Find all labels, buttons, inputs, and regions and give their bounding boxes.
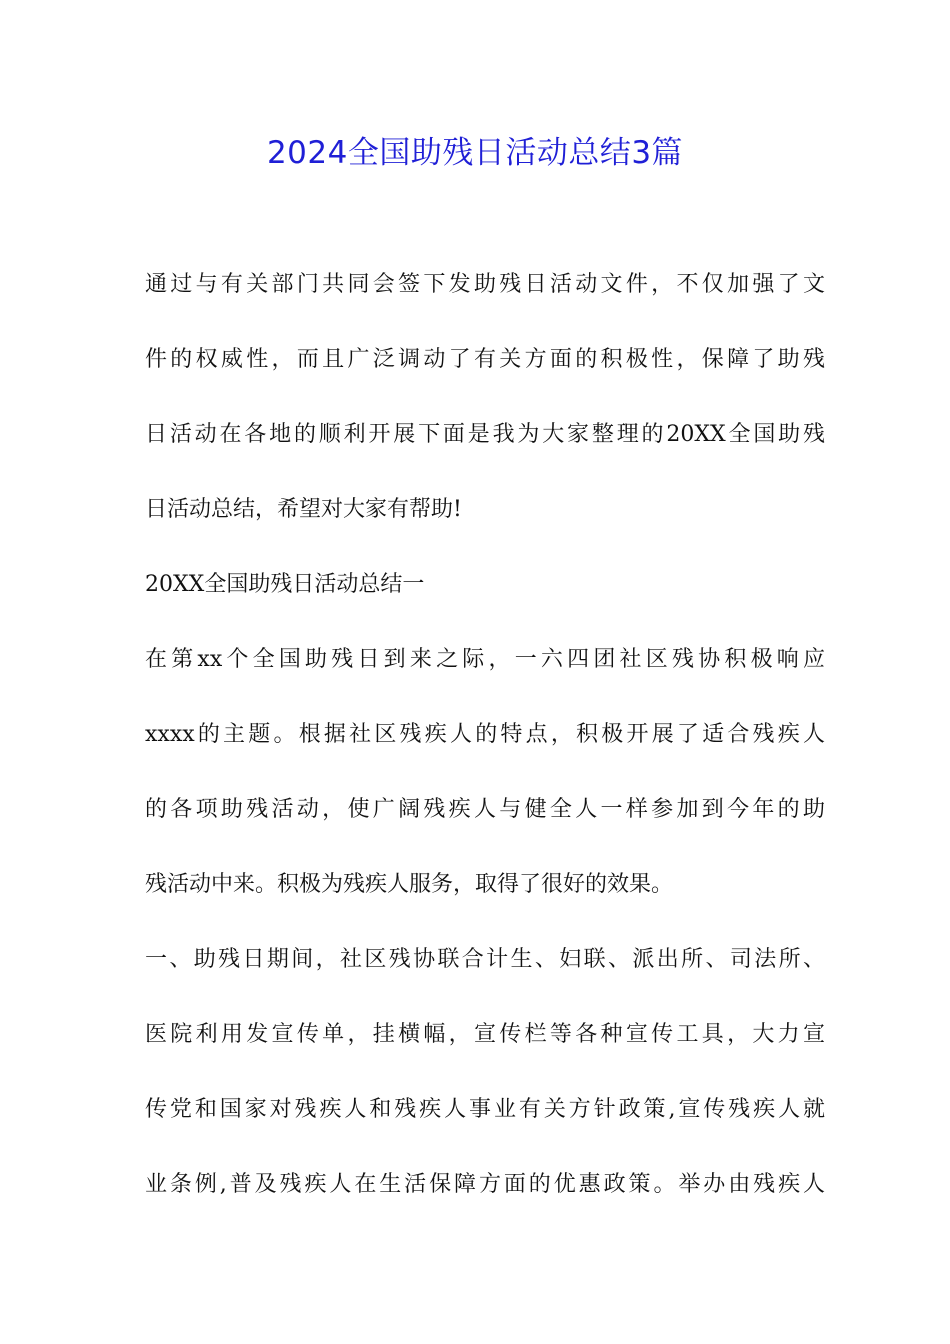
paragraph-line: 日活动在各地的顺利开展下面是我为大家整理的20XX全国助残	[145, 422, 825, 447]
section-heading: 20XX全国助残日活动总结一	[145, 572, 425, 597]
paragraph-line: 业条例,普及残疾人在生活保障方面的优惠政策。举办由残疾人	[145, 1172, 825, 1197]
paragraph-line: 传党和国家对残疾人和残疾人事业有关方针政策,宣传残疾人就	[145, 1097, 825, 1122]
document-title: 2024全国助残日活动总结3篇	[266, 135, 684, 171]
paragraph-line: 一、助残日期间，社区残协联合计生、妇联、派出所、司法所、	[145, 947, 825, 972]
paragraph-line: 的各项助残活动，使广阔残疾人与健全人一样参加到今年的助	[145, 797, 825, 822]
paragraph-line: 日活动总结，希望对大家有帮助!	[145, 497, 462, 522]
paragraph-line: 医院利用发宣传单，挂横幅，宣传栏等各种宣传工具，大力宣	[145, 1022, 825, 1047]
paragraph-line: 件的权威性，而且广泛调动了有关方面的积极性，保障了助残	[145, 347, 825, 372]
paragraph-line: 通过与有关部门共同会签下发助残日活动文件，不仅加强了文	[145, 272, 825, 297]
paragraph-line: xxxx的主题。根据社区残疾人的特点，积极开展了适合残疾人	[145, 722, 825, 747]
paragraph-line: 在第xx个全国助残日到来之际，一六四团社区残协积极响应	[145, 647, 825, 672]
paragraph-line: 残活动中来。积极为残疾人服务，取得了很好的效果。	[145, 872, 674, 897]
